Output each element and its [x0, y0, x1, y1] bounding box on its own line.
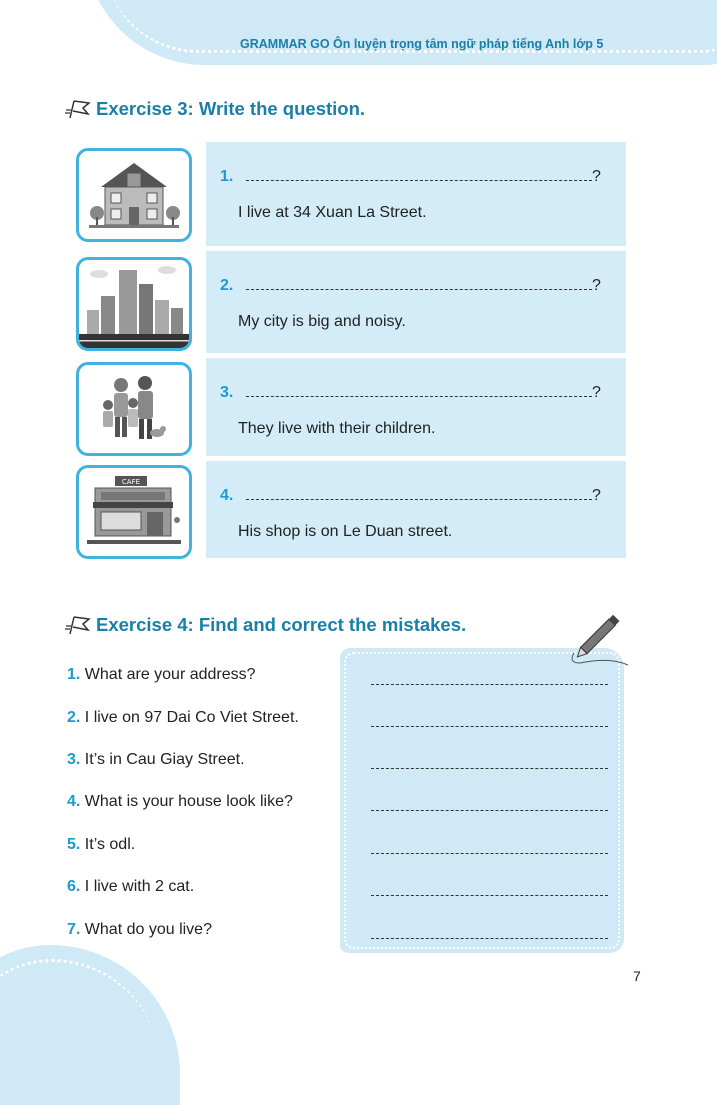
mistake-item-3 — [67, 751, 245, 769]
item-text: I live with 2 cat. — [84, 878, 195, 895]
exercise-4-title-text: Exercise 4: Find and correct the mistakes. — [96, 614, 467, 635]
cafe-sign-text: CAFE — [121, 478, 141, 486]
answer-sentence: They live with their children. — [238, 420, 436, 437]
mistake-item-7 — [67, 921, 212, 939]
question-mark: ? — [592, 487, 601, 504]
item-text: It’s odl. — [84, 836, 136, 853]
question-mark: ? — [592, 277, 601, 294]
question-answer-line[interactable] — [246, 487, 592, 500]
question-mark: ? — [592, 168, 601, 185]
item-number: 4. — [67, 793, 81, 810]
question-box-4 — [206, 461, 626, 558]
flag-icon — [64, 614, 92, 636]
question-mark: ? — [592, 384, 601, 401]
item-number: 7. — [67, 921, 81, 938]
item-text: What is your house look like? — [84, 793, 293, 810]
mistake-item-6 — [67, 878, 194, 896]
item-number: 5. — [67, 836, 81, 853]
question-number: 1. — [220, 168, 234, 185]
correction-line-2[interactable] — [371, 725, 608, 727]
pencil-icon — [568, 603, 630, 669]
city-icon — [76, 257, 192, 351]
question-number: 2. — [220, 277, 234, 294]
question-answer-line[interactable] — [246, 168, 592, 181]
answer-sentence: I live at 34 Xuan La Street. — [238, 204, 427, 221]
correction-line-5[interactable] — [371, 852, 608, 854]
exercise-4-title — [64, 614, 466, 636]
mistake-item-5 — [67, 836, 135, 854]
book-header: GRAMMAR GO Ôn luyện trọng tâm ngữ pháp tiếng Anh lớp 5 — [240, 37, 604, 51]
correction-line-3[interactable] — [371, 767, 608, 769]
item-text: I live on 97 Dai Co Viet Street. — [84, 709, 299, 726]
flag-icon — [64, 98, 92, 120]
item-number: 1. — [67, 666, 81, 683]
mistake-item-1 — [67, 666, 256, 684]
correction-line-1[interactable] — [371, 683, 608, 685]
question-answer-line[interactable] — [246, 277, 592, 290]
footer-cloud-decoration — [0, 945, 180, 1105]
correction-line-6[interactable] — [371, 894, 608, 896]
answer-paper — [340, 648, 624, 953]
question-box-1 — [206, 142, 626, 246]
header-cloud-decoration — [85, 0, 717, 65]
house-icon — [76, 148, 192, 242]
page-number: 7 — [633, 968, 641, 984]
item-text: What do you live? — [84, 921, 212, 938]
question-box-3 — [206, 358, 626, 456]
answer-sentence: My city is big and noisy. — [238, 313, 406, 330]
question-number: 3. — [220, 384, 234, 401]
item-text: What are your address? — [84, 666, 256, 683]
item-number: 2. — [67, 709, 81, 726]
mistake-item-2 — [67, 709, 299, 727]
item-text: It’s in Cau Giay Street. — [84, 751, 245, 768]
question-answer-line[interactable] — [246, 384, 592, 397]
question-number: 4. — [220, 487, 234, 504]
question-box-2 — [206, 251, 626, 353]
cafe-shop-icon — [76, 465, 192, 559]
item-number: 6. — [67, 878, 81, 895]
family-icon — [76, 362, 192, 456]
correction-line-7[interactable] — [371, 937, 608, 939]
exercise-3-title — [64, 98, 365, 120]
answer-sentence: His shop is on Le Duan street. — [238, 523, 453, 540]
mistake-item-4 — [67, 793, 293, 811]
exercise-3-title-text: Exercise 3: Write the question. — [96, 98, 366, 119]
correction-line-4[interactable] — [371, 809, 608, 811]
item-number: 3. — [67, 751, 81, 768]
